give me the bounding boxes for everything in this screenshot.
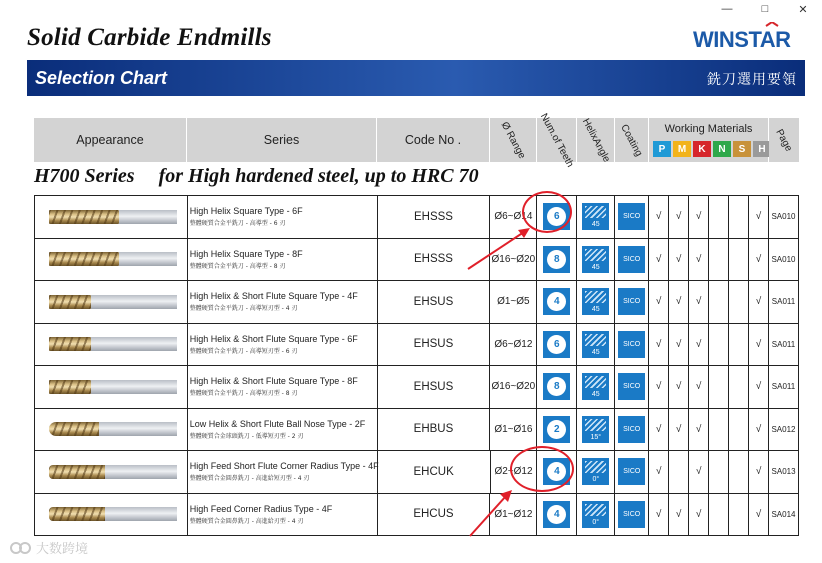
material-check: √ xyxy=(755,253,762,265)
material-check-cell xyxy=(729,281,749,323)
series-cell xyxy=(188,196,378,238)
series-name-en: High Helix & Short Flute Square Type - 6F xyxy=(189,333,358,344)
window-controls xyxy=(708,0,822,18)
material-check-cell xyxy=(689,196,709,238)
code-number: EHCUK xyxy=(413,465,454,478)
appearance-cell xyxy=(35,324,188,366)
material-check-cell xyxy=(689,366,709,408)
diameter-range: Ø1~Ø5 xyxy=(497,296,530,308)
material-check-cell xyxy=(649,239,669,281)
material-check-cell xyxy=(669,366,689,408)
series-name-zh: 整體硬質合金圓鼻銑刀 - 高進給短刃型 - 4 刃 xyxy=(189,475,310,483)
material-chip-h: H xyxy=(753,141,771,157)
page-reference: SA011 xyxy=(771,297,796,307)
material-check: √ xyxy=(655,381,662,393)
series-cell xyxy=(188,366,378,408)
header-code: Code No . xyxy=(377,118,490,162)
material-check-cell xyxy=(649,409,669,451)
helix-cell xyxy=(577,451,615,493)
helix-angle-icon xyxy=(582,246,609,273)
material-check-cell xyxy=(749,239,769,281)
helix-angle-value: 0° xyxy=(592,518,600,526)
endmill-image xyxy=(41,377,181,397)
table-header xyxy=(34,111,799,169)
material-check-cell xyxy=(709,196,729,238)
series-name-en: High Helix Square Type - 8F xyxy=(189,248,303,259)
close-button[interactable]: ✕ xyxy=(798,3,808,16)
coating-badge: SICO xyxy=(618,288,645,315)
series-name-en: High Feed Corner Radius Type - 4F xyxy=(189,503,333,514)
helix-angle-icon xyxy=(582,288,609,315)
material-check-cell xyxy=(689,324,709,366)
appearance-cell xyxy=(35,239,188,281)
appearance-cell xyxy=(35,451,188,493)
series-name-zh: 整體硬質合金球頭銑刀 - 低導短刃型 - 2 刃 xyxy=(189,432,304,440)
material-check-cell xyxy=(749,196,769,238)
material-check: √ xyxy=(695,338,702,350)
material-check-cell xyxy=(649,324,669,366)
material-check: √ xyxy=(755,423,762,435)
material-check: √ xyxy=(655,253,662,265)
material-check-cell xyxy=(649,451,669,493)
appearance-cell xyxy=(35,494,188,536)
header-page: Page xyxy=(769,118,799,162)
diameter-range: Ø1~Ø16 xyxy=(494,423,533,435)
teeth-badge xyxy=(543,373,570,400)
banner-title-chinese: 銑刀選用要領 xyxy=(707,72,797,88)
endmill-image xyxy=(41,334,181,354)
material-check: √ xyxy=(695,466,702,478)
teeth-cell xyxy=(537,324,577,366)
header-materials xyxy=(649,118,769,162)
material-check: √ xyxy=(695,381,702,393)
header-appearance: Appearance xyxy=(34,118,187,162)
series-name-en: Low Helix & Short Flute Ball Nose Type - 2F xyxy=(189,418,366,429)
material-check-cell xyxy=(669,324,689,366)
teeth-count: 4 xyxy=(547,505,566,524)
diameter-range: Ø6~Ø12 xyxy=(494,338,533,350)
code-number: EHBUS xyxy=(413,423,454,436)
helix-angle-value: 45 xyxy=(591,348,600,356)
watermark-logo-icon xyxy=(10,540,32,556)
helix-angle-icon xyxy=(582,416,609,443)
helix-angle-icon xyxy=(582,331,609,358)
teeth-badge xyxy=(543,246,570,273)
material-check-cell xyxy=(749,409,769,451)
code-number: EHSUS xyxy=(413,380,454,393)
helix-angle-icon xyxy=(582,458,609,485)
range-cell xyxy=(490,366,537,408)
material-check: √ xyxy=(695,253,702,265)
table-row xyxy=(35,324,799,367)
header-coating: Coating xyxy=(615,118,649,162)
material-check-cell xyxy=(709,494,729,536)
material-check-cell xyxy=(649,494,669,536)
series-cell xyxy=(188,494,378,536)
coating-cell xyxy=(615,451,649,493)
teeth-cell xyxy=(537,239,577,281)
material-check-cell xyxy=(669,451,689,493)
coating-cell xyxy=(615,494,649,536)
material-check: √ xyxy=(675,253,682,265)
range-cell xyxy=(490,409,537,451)
page-reference: SA014 xyxy=(771,509,796,519)
material-chip-p: P xyxy=(653,141,671,157)
material-check: √ xyxy=(695,211,702,223)
material-check: √ xyxy=(675,423,682,435)
diameter-range: Ø1~Ø12 xyxy=(494,508,533,520)
winstar-logo xyxy=(692,22,807,50)
series-cell xyxy=(188,324,378,366)
material-check-cell xyxy=(689,451,709,493)
page-cell xyxy=(769,451,799,493)
coating-badge: SICO xyxy=(618,373,645,400)
material-check: √ xyxy=(675,338,682,350)
material-check-cell xyxy=(749,451,769,493)
appearance-cell xyxy=(35,409,188,451)
material-check-cell xyxy=(689,409,709,451)
helix-angle-value: 15° xyxy=(590,433,602,441)
material-check: √ xyxy=(755,381,762,393)
material-chip-n: N xyxy=(713,141,731,157)
teeth-count: 4 xyxy=(547,462,566,481)
coating-badge: SICO xyxy=(618,331,645,358)
annotation-arrow-top xyxy=(466,226,536,271)
material-check: √ xyxy=(755,296,762,308)
material-check-cell xyxy=(669,196,689,238)
code-number: EHSUS xyxy=(413,295,454,308)
series-cell xyxy=(188,451,378,493)
helix-angle-icon xyxy=(582,501,609,528)
material-check: √ xyxy=(675,296,682,308)
material-check-cell xyxy=(669,494,689,536)
helix-cell xyxy=(577,324,615,366)
material-check: √ xyxy=(655,296,662,308)
maximize-button[interactable]: □ xyxy=(761,3,769,15)
code-number: EHSSS xyxy=(413,253,453,266)
product-table xyxy=(34,195,799,536)
material-check-cell xyxy=(729,409,749,451)
material-check-cell xyxy=(709,324,729,366)
series-name-en: High Feed Short Flute Corner Radius Type - 4F xyxy=(189,461,379,472)
helix-angle-value: 45 xyxy=(591,221,600,229)
teeth-cell xyxy=(537,409,577,451)
teeth-badge xyxy=(543,331,570,358)
code-number: EHSSS xyxy=(413,210,453,223)
material-chip-s: S xyxy=(733,141,751,157)
diameter-range: Ø6~Ø14 xyxy=(494,211,533,223)
series-name-en: High Helix & Short Flute Square Type - 4F xyxy=(189,291,358,302)
helix-cell xyxy=(577,409,615,451)
endmill-image xyxy=(41,419,181,439)
material-check: √ xyxy=(675,508,682,520)
material-chips xyxy=(653,141,771,157)
material-check: √ xyxy=(755,338,762,350)
series-name-zh: 整體硬質合金圓鼻銑刀 - 高進給刃型 - 4 刃 xyxy=(189,517,304,525)
material-check-cell xyxy=(689,239,709,281)
material-check: √ xyxy=(655,423,662,435)
series-name-zh: 整體硬質合金平銑刀 - 高導型 - 6 刃 xyxy=(189,220,286,228)
coating-badge: SICO xyxy=(618,203,645,230)
helix-angle-value: 45 xyxy=(591,263,600,271)
helix-angle-icon xyxy=(582,373,609,400)
series-description: for High hardened steel, up to HRC 70 xyxy=(158,165,479,187)
coating-cell xyxy=(615,366,649,408)
coating-badge: SICO xyxy=(618,501,645,528)
teeth-count: 4 xyxy=(547,292,566,311)
diameter-range: Ø2~Ø12 xyxy=(494,466,533,478)
code-cell xyxy=(378,451,491,493)
helix-cell xyxy=(577,366,615,408)
table-row xyxy=(35,196,799,239)
material-check-cell xyxy=(709,409,729,451)
helix-angle-icon xyxy=(582,203,609,230)
series-cell xyxy=(188,239,378,281)
material-check-cell xyxy=(729,196,749,238)
table-row xyxy=(35,451,799,494)
material-check-cell xyxy=(729,451,749,493)
material-check-cell xyxy=(729,239,749,281)
material-check: √ xyxy=(755,211,762,223)
series-name: H700 Series xyxy=(34,165,135,187)
material-check: √ xyxy=(755,466,762,478)
material-check-cell xyxy=(709,366,729,408)
material-check-cell xyxy=(729,366,749,408)
header-series: Series xyxy=(187,118,377,162)
material-check: √ xyxy=(675,381,682,393)
material-check: √ xyxy=(675,211,682,223)
table-row xyxy=(35,494,799,537)
series-name-en: High Helix Square Type - 6F xyxy=(189,206,303,217)
header-range: Ø Range xyxy=(490,118,537,162)
material-chip-k: K xyxy=(693,141,711,157)
code-number: EHCUS xyxy=(413,508,454,521)
page-reference: SA013 xyxy=(771,467,796,477)
helix-cell xyxy=(577,494,615,536)
coating-cell xyxy=(615,239,649,281)
page-reference: SA012 xyxy=(771,424,796,434)
series-name-zh: 整體硬質合金平銑刀 - 高導型 - 8 刃 xyxy=(189,262,286,270)
table-row xyxy=(35,366,799,409)
material-check-cell xyxy=(709,281,729,323)
material-check: √ xyxy=(755,508,762,520)
code-number: EHSUS xyxy=(413,338,454,351)
coating-cell xyxy=(615,324,649,366)
material-check-cell xyxy=(649,196,669,238)
series-cell xyxy=(188,281,378,323)
material-check: √ xyxy=(695,296,702,308)
teeth-cell xyxy=(537,281,577,323)
coating-badge: SICO xyxy=(618,416,645,443)
material-check-cell xyxy=(669,239,689,281)
page-reference: SA010 xyxy=(771,254,796,264)
coating-badge: SICO xyxy=(618,246,645,273)
page-reference: SA011 xyxy=(771,339,796,349)
series-name-en: High Helix & Short Flute Square Type - 8F xyxy=(189,376,358,387)
material-check-cell xyxy=(649,281,669,323)
material-check: √ xyxy=(656,466,662,478)
teeth-cell xyxy=(537,494,577,536)
material-check: √ xyxy=(655,211,662,223)
series-name-zh: 整體硬質合金平銑刀 - 高導短刃型 - 8 刃 xyxy=(189,390,298,398)
page-cell xyxy=(769,494,799,536)
code-cell xyxy=(378,366,491,408)
teeth-count: 8 xyxy=(547,250,566,269)
coating-badge: SICO xyxy=(618,458,645,485)
material-check: √ xyxy=(695,508,702,520)
material-chip-m: M xyxy=(673,141,691,157)
helix-angle-value: 0° xyxy=(592,476,600,484)
series-name-zh: 整體硬質合金平銑刀 - 高導短刃型 - 6 刃 xyxy=(189,347,298,355)
diameter-range: Ø16~Ø20 xyxy=(491,253,536,265)
coating-cell xyxy=(615,281,649,323)
endmill-image xyxy=(41,249,181,269)
material-check-cell xyxy=(729,494,749,536)
page-cell xyxy=(769,366,799,408)
helix-cell xyxy=(577,239,615,281)
page-reference: SA011 xyxy=(771,382,796,392)
material-check-cell xyxy=(749,281,769,323)
endmill-image xyxy=(41,292,181,312)
watermark-text: 大数跨境 xyxy=(36,542,89,557)
material-check-cell xyxy=(669,409,689,451)
appearance-cell xyxy=(35,281,188,323)
selection-chart-banner xyxy=(27,60,805,96)
series-heading xyxy=(34,165,479,188)
material-check-cell xyxy=(689,281,709,323)
helix-angle-value: 45 xyxy=(591,391,600,399)
page-cell xyxy=(769,409,799,451)
helix-cell xyxy=(577,196,615,238)
material-check-cell xyxy=(749,366,769,408)
teeth-cell xyxy=(537,366,577,408)
range-cell xyxy=(490,324,537,366)
teeth-count: 6 xyxy=(547,207,566,226)
banner-title: Selection Chart xyxy=(35,68,168,88)
page-cell xyxy=(769,324,799,366)
series-name-zh: 整體硬質合金平銑刀 - 高導短刃型 - 4 刃 xyxy=(189,305,298,313)
coating-cell xyxy=(615,196,649,238)
table-row xyxy=(35,409,799,452)
material-check-cell xyxy=(729,324,749,366)
teeth-count: 6 xyxy=(547,335,566,354)
page-cell xyxy=(769,239,799,281)
document-title: Solid Carbide Endmills xyxy=(27,24,272,51)
material-check-cell xyxy=(689,494,709,536)
page-reference: SA010 xyxy=(771,212,796,222)
material-check-cell xyxy=(709,451,729,493)
teeth-count: 2 xyxy=(547,420,566,439)
teeth-badge xyxy=(543,416,570,443)
material-check: √ xyxy=(655,338,662,350)
watermark xyxy=(10,538,88,557)
endmill-image xyxy=(41,207,181,227)
material-check-cell xyxy=(649,366,669,408)
material-check-cell xyxy=(709,239,729,281)
header-helix: HelixAngle xyxy=(577,118,615,162)
material-check-cell xyxy=(749,324,769,366)
code-cell xyxy=(378,324,491,366)
code-cell xyxy=(378,281,491,323)
appearance-cell xyxy=(35,366,188,408)
code-cell xyxy=(378,409,491,451)
table-row xyxy=(35,281,799,324)
teeth-badge xyxy=(543,501,570,528)
endmill-image xyxy=(41,462,181,482)
header-teeth: Num.of Teeth xyxy=(537,111,576,169)
page-cell xyxy=(769,196,799,238)
helix-angle-value: 45 xyxy=(591,306,600,314)
endmill-image xyxy=(41,504,181,524)
annotation-arrow-bottom xyxy=(466,488,516,538)
helix-cell xyxy=(577,281,615,323)
minimize-button[interactable]: — xyxy=(721,3,733,15)
appearance-cell xyxy=(35,196,188,238)
teeth-count: 8 xyxy=(547,377,566,396)
coating-cell xyxy=(615,409,649,451)
svg-text:WINSTAR: WINSTAR xyxy=(693,27,791,50)
materials-title: Working Materials xyxy=(664,123,753,135)
diameter-range: Ø16~Ø20 xyxy=(491,381,536,393)
series-cell xyxy=(188,409,378,451)
range-cell xyxy=(490,281,537,323)
annotation-circle-bottom xyxy=(510,446,574,492)
page-cell xyxy=(769,281,799,323)
table-row xyxy=(35,239,799,282)
material-check: √ xyxy=(695,423,702,435)
material-check-cell xyxy=(749,494,769,536)
material-check: √ xyxy=(655,508,662,520)
material-check-cell xyxy=(669,281,689,323)
teeth-badge xyxy=(543,288,570,315)
